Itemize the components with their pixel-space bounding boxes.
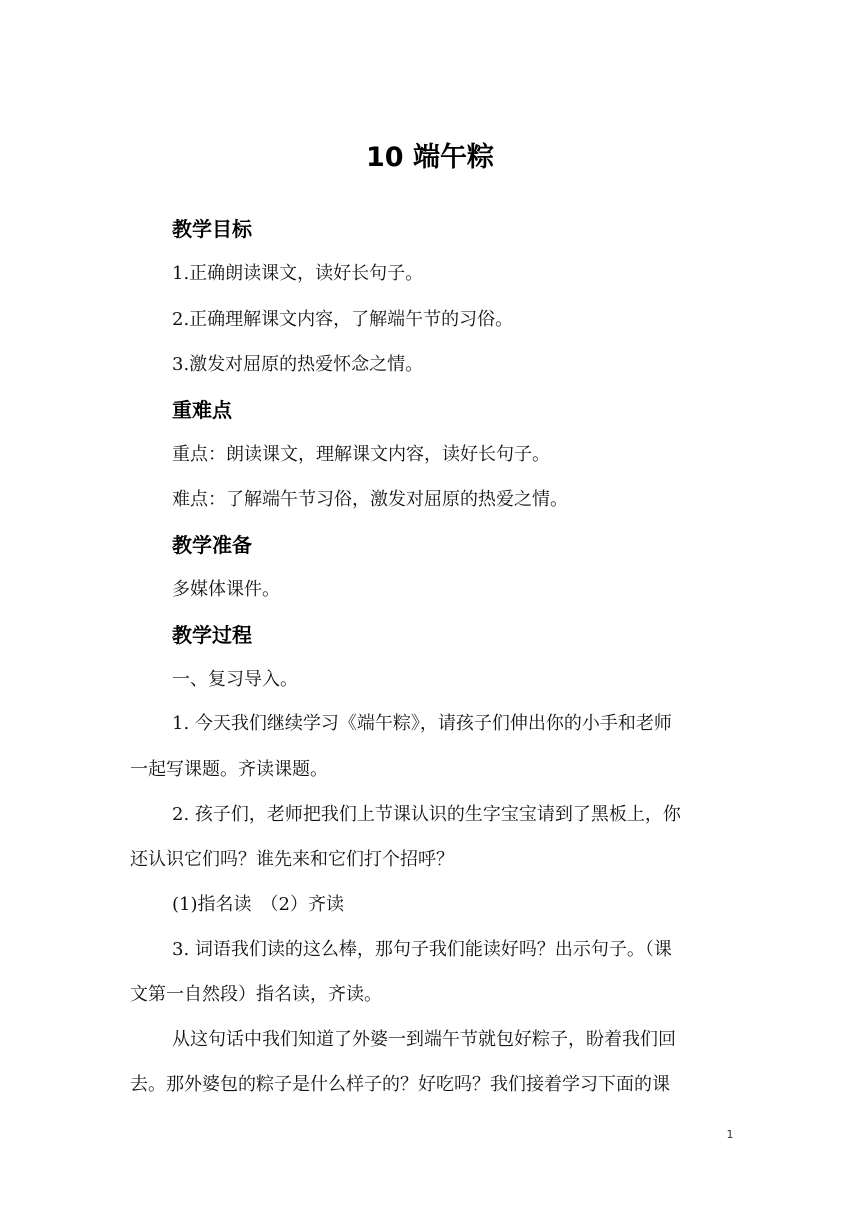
page-number: 1 <box>726 1128 734 1141</box>
page-title: 10 端午粽 <box>366 142 494 173</box>
item-1-line-1: 1. 今天我们继续学习《端午粽》，请孩子们伸出你的小手和老师 <box>172 713 672 734</box>
goal-item-2: 2.正确理解课文内容，了解端午节的习俗。 <box>172 309 514 330</box>
heading-preparation: 教学准备 <box>172 533 252 557</box>
key-point: 重点：朗读课文，理解课文内容，读好长句子。 <box>172 444 550 465</box>
step-1-heading: 一、复习导入。 <box>172 669 298 690</box>
heading-process: 教学过程 <box>172 623 252 647</box>
heading-teaching-goals: 教学目标 <box>172 217 252 241</box>
goal-item-1: 1.正确朗读课文，读好长句子。 <box>172 263 424 284</box>
preparation-text: 多媒体课件。 <box>172 579 280 600</box>
heading-key-points: 重难点 <box>172 398 232 422</box>
item-3-line-1: 3. 词语我们读的这么棒，那句子我们能读好吗？出示句子。（课 <box>172 939 672 960</box>
paragraph-line-2: 去。那外婆包的粽子是什么样子的？好吃吗？我们接着学习下面的课 <box>130 1074 670 1095</box>
item-3-line-2: 文第一自然段）指名读，齐读。 <box>130 984 382 1005</box>
item-2-line-2: 还认识它们吗？谁先来和它们打个招呼？ <box>130 849 454 870</box>
goal-item-3: 3.激发对屈原的热爱怀念之情。 <box>172 354 424 375</box>
item-2-sub: (1)指名读 （2）齐读 <box>172 894 344 915</box>
paragraph-line-1: 从这句话中我们知道了外婆一到端午节就包好粽子，盼着我们回 <box>172 1029 676 1050</box>
difficult-point: 难点：了解端午节习俗，激发对屈原的热爱之情。 <box>172 489 568 510</box>
item-1-line-2: 一起写课题。齐读课题。 <box>130 759 328 780</box>
item-2-line-1: 2. 孩子们，老师把我们上节课认识的生字宝宝请到了黑板上，你 <box>172 804 681 825</box>
